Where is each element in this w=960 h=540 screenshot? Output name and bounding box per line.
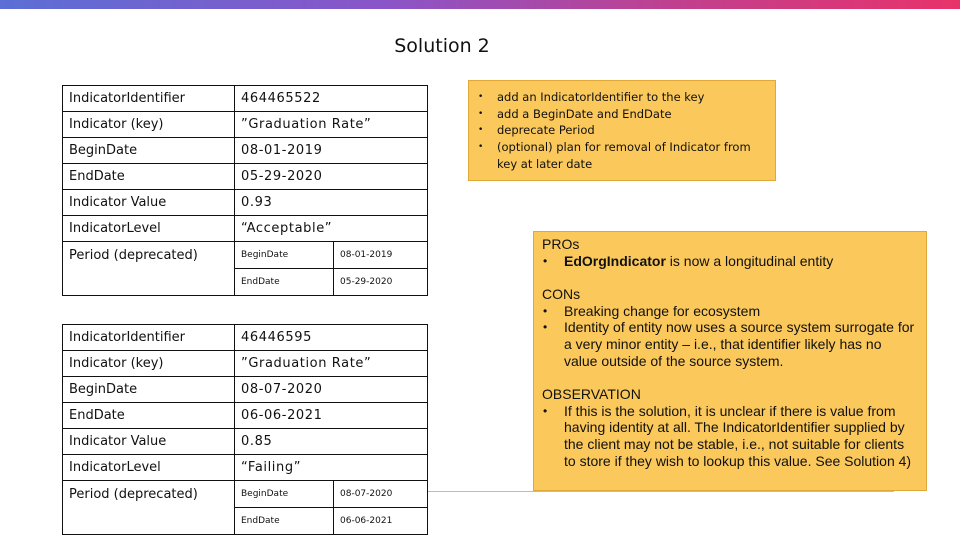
list-item (543, 319, 918, 369)
field-label: EndDate (63, 403, 235, 429)
table-row-period (63, 481, 428, 535)
period-end-value: 06-06-2021 (334, 508, 428, 535)
field-label: Indicator (key) (63, 112, 235, 138)
field-value: ”Graduation Rate” (235, 351, 428, 377)
period-subtable (235, 242, 427, 295)
period-begin-label: BeginDate (241, 250, 289, 260)
field-label: IndicatorLevel (63, 455, 235, 481)
observation-heading: OBSERVATION (542, 386, 641, 403)
field-label: EndDate (63, 164, 235, 190)
period-row-begin (235, 481, 427, 508)
period-row-end (235, 269, 427, 296)
list-item-text: deprecate Period (497, 123, 595, 138)
period-subtable-cell (235, 481, 428, 535)
pros-cons-panel (533, 231, 927, 491)
field-value: 0.93 (235, 190, 428, 216)
table-row (63, 325, 428, 351)
list-item-text: Breaking change for ecosystem (564, 302, 761, 319)
table-row (63, 112, 428, 138)
table-row (63, 377, 428, 403)
field-value: 06-06-2021 (235, 403, 428, 429)
table-row-period (63, 242, 428, 296)
table-row (63, 86, 428, 112)
field-label: Period (deprecated) (63, 481, 235, 535)
table-row (63, 429, 428, 455)
period-subtable (235, 481, 427, 534)
period-end-label: EndDate (235, 269, 334, 296)
field-value: 46446595 (235, 325, 428, 351)
table-row (63, 138, 428, 164)
observation-list (542, 403, 918, 469)
field-label: BeginDate (63, 138, 235, 164)
list-item (543, 252, 918, 270)
period-begin-label: BeginDate (241, 489, 289, 499)
top-accent-bar (0, 0, 960, 9)
list-item-text: add a BeginDate and EndDate (497, 106, 672, 121)
period-subtable-cell (235, 242, 428, 296)
list-item-text: If this is the solution, it is unclear if there is value from having identity at all. The IndicatorIdentifier supplied by the client may not be stable, i.e., not suitable for clients to store if they wish to lookup this value. See Solution 4) (564, 402, 912, 469)
list-item (478, 139, 765, 172)
field-label: IndicatorIdentifier (63, 86, 235, 112)
list-item-text: add an IndicatorIdentifier to the key (497, 90, 705, 104)
cons-heading: CONs (542, 286, 581, 303)
cons-list (542, 303, 918, 369)
period-end-label: EndDate (235, 508, 334, 535)
list-item-text: Identity of entity now uses a source system surrogate for a very minor entity – i.e., that identifier likely has no value outside of the source system. (564, 319, 915, 369)
list-item (478, 106, 765, 123)
period-end-value: 05-29-2020 (334, 269, 428, 296)
period-row-end (235, 508, 427, 535)
field-value: “Acceptable” (235, 216, 428, 242)
list-item (543, 402, 918, 469)
field-label: BeginDate (63, 377, 235, 403)
field-value: 05-29-2020 (235, 164, 428, 190)
field-value: 08-01-2019 (235, 138, 428, 164)
period-row-begin (235, 242, 427, 269)
field-label: Indicator (key) (63, 351, 235, 377)
field-label: Period (deprecated) (63, 242, 235, 296)
bullet-icon: • (478, 142, 484, 153)
period-begin-value: 08-07-2020 (334, 481, 428, 508)
table-row (63, 216, 428, 242)
table-row (63, 190, 428, 216)
divider (428, 491, 894, 492)
field-label: Indicator Value (63, 429, 235, 455)
list-item (543, 302, 918, 320)
field-value: ”Graduation Rate” (235, 112, 428, 138)
field-label: Indicator Value (63, 190, 235, 216)
pros-heading: PROs (542, 236, 580, 252)
bullet-icon: • (478, 92, 484, 102)
table-row (63, 403, 428, 429)
field-label: IndicatorLevel (63, 216, 235, 242)
field-value: 08-07-2020 (235, 377, 428, 403)
list-item-text: (optional) plan for removal of Indicator from key at later date (497, 140, 751, 171)
record-table-1 (62, 85, 428, 296)
list-item-text: is now a longitudinal entity (665, 252, 834, 269)
changes-list (469, 81, 775, 173)
list-item (478, 89, 765, 106)
pros-list (542, 253, 918, 270)
table-row (63, 164, 428, 190)
record-table-2 (62, 324, 428, 535)
changes-callout (468, 80, 776, 181)
table-row (63, 455, 428, 481)
entity-name: EdOrgIndicator (564, 252, 666, 269)
bullet-icon: • (478, 108, 484, 119)
bullet-icon: • (543, 320, 548, 335)
bullet-icon: • (543, 253, 548, 268)
bullet-icon: • (478, 125, 484, 136)
list-item (478, 122, 765, 139)
bullet-icon: • (543, 303, 548, 318)
table-row (63, 351, 428, 377)
field-value: 0.85 (235, 429, 428, 455)
slide-title: Solution 2 (394, 35, 490, 57)
field-value: 464465522 (235, 86, 428, 112)
period-begin-value: 08-01-2019 (334, 242, 428, 269)
bullet-icon: • (543, 403, 548, 418)
field-label: IndicatorIdentifier (63, 325, 235, 351)
field-value: “Failing” (235, 455, 428, 481)
